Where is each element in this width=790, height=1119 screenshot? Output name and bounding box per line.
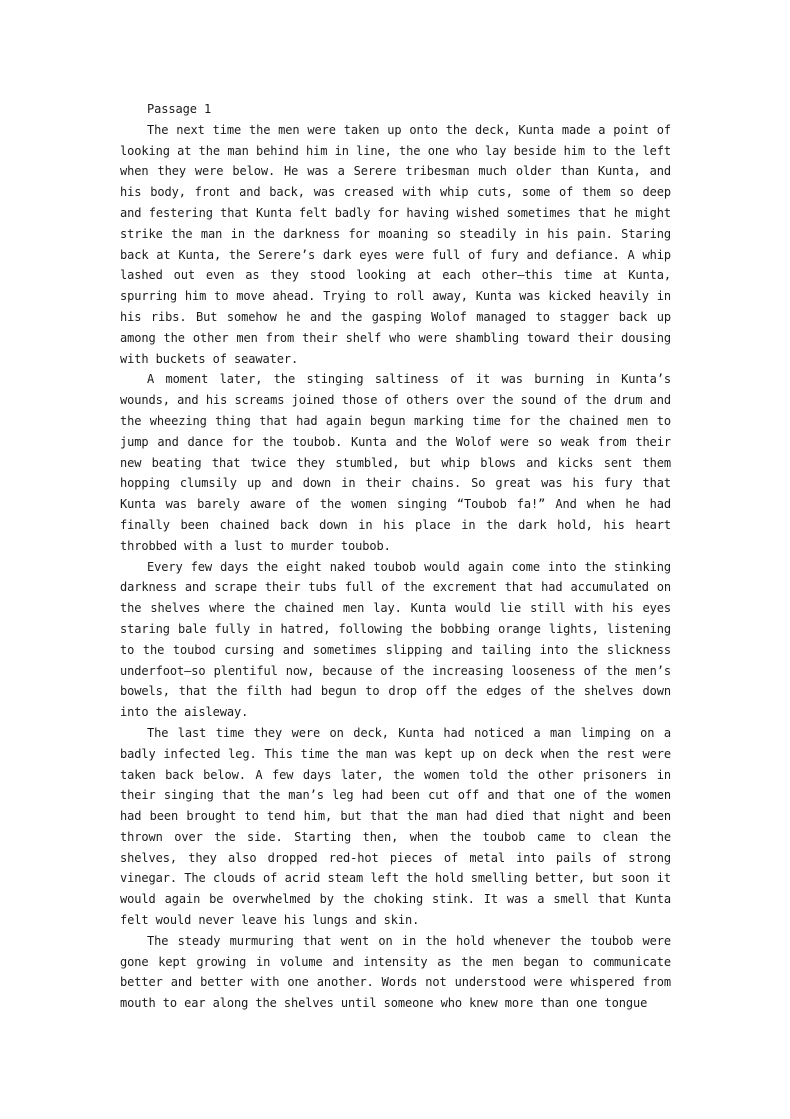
- paragraph: The last time they were on deck, Kunta had noticed a man limping on a badly infected leg. This time the man was kept up on deck when the rest were taken back below. A few days later, the women told the other prisoners in their singing that the man’s leg had been cut off and that one of the women had been brought to tend him, but that the man had died that night and been thrown over the side. Starting then, when the toubob came to clean the shelves, they also dropped red-hot pieces of metal into pails of strong vinegar. The clouds of acrid steam left the hold smelling better, but soon it would again be overwhelmed by the choking stink. It was a smell that Kunta felt would never leave his lungs and skin.: [120, 725, 671, 928]
- passage-body: [120, 99, 671, 1014]
- paragraph: Every few days the eight naked toubob would again come into the stinking darkness and scrape their tubs full of the excrement that had accumulated on the shelves where the chained men lay. Kunta would lie still with his eyes staring bale fully in hatred, following the bobbing orange lights, listening to the toubod cursing and sometimes slipping and tailing into the slickness underfoot—so plentiful now, because of the increasing looseness of the men’s bowels, that the filth had begun to drop off the edges of the shelves down into the aisleway.: [120, 559, 671, 720]
- paragraph: The next time the men were taken up onto the deck, Kunta made a point of looking at the man behind him in line, the one who lay beside him to the left when they were below. He was a Serere tribesman much older than Kunta, and his body, front and back, was creased with whip cuts, some of them so deep and festering that Kunta felt badly for having wished sometimes that he might strike the man in the darkness for moaning so steadily in his pain. Staring back at Kunta, the Serere’s dark eyes were full of fury and defiance. A whip lashed out even as they stood looking at each other—this time at Kunta, spurring him to move ahead. Trying to roll away, Kunta was kicked heavily in his ribs. But somehow he and the gasping Wolof managed to stagger back up among the other men from their shelf who were shambling toward their dousing with buckets of seawater.: [120, 122, 671, 366]
- paragraph: The steady murmuring that went on in the hold whenever the toubob were gone kept growing in volume and intensity as the men began to communicate better and better with one another. Words not understood were whispered from mouth to ear along the shelves until someone who knew more than one tongue: [120, 933, 671, 1011]
- passage-title: Passage 1: [147, 102, 212, 116]
- paragraph: A moment later, the stinging saltiness of it was burning in Kunta’s wounds, and his screams joined those of others over the sound of the drum and the wheezing thing that had again begun marking time for the chained men to jump and dance for the toubob. Kunta and the Wolof were so weak from their new beating that twice they stumbled, but whip blows and kicks sent them hopping clumsily up and down in their chains. So great was his fury that Kunta was barely aware of the women singing “Toubob fa!” And when he had finally been chained back down in his place in the dark hold, his heart throbbed with a lust to murder toubob.: [120, 372, 671, 553]
